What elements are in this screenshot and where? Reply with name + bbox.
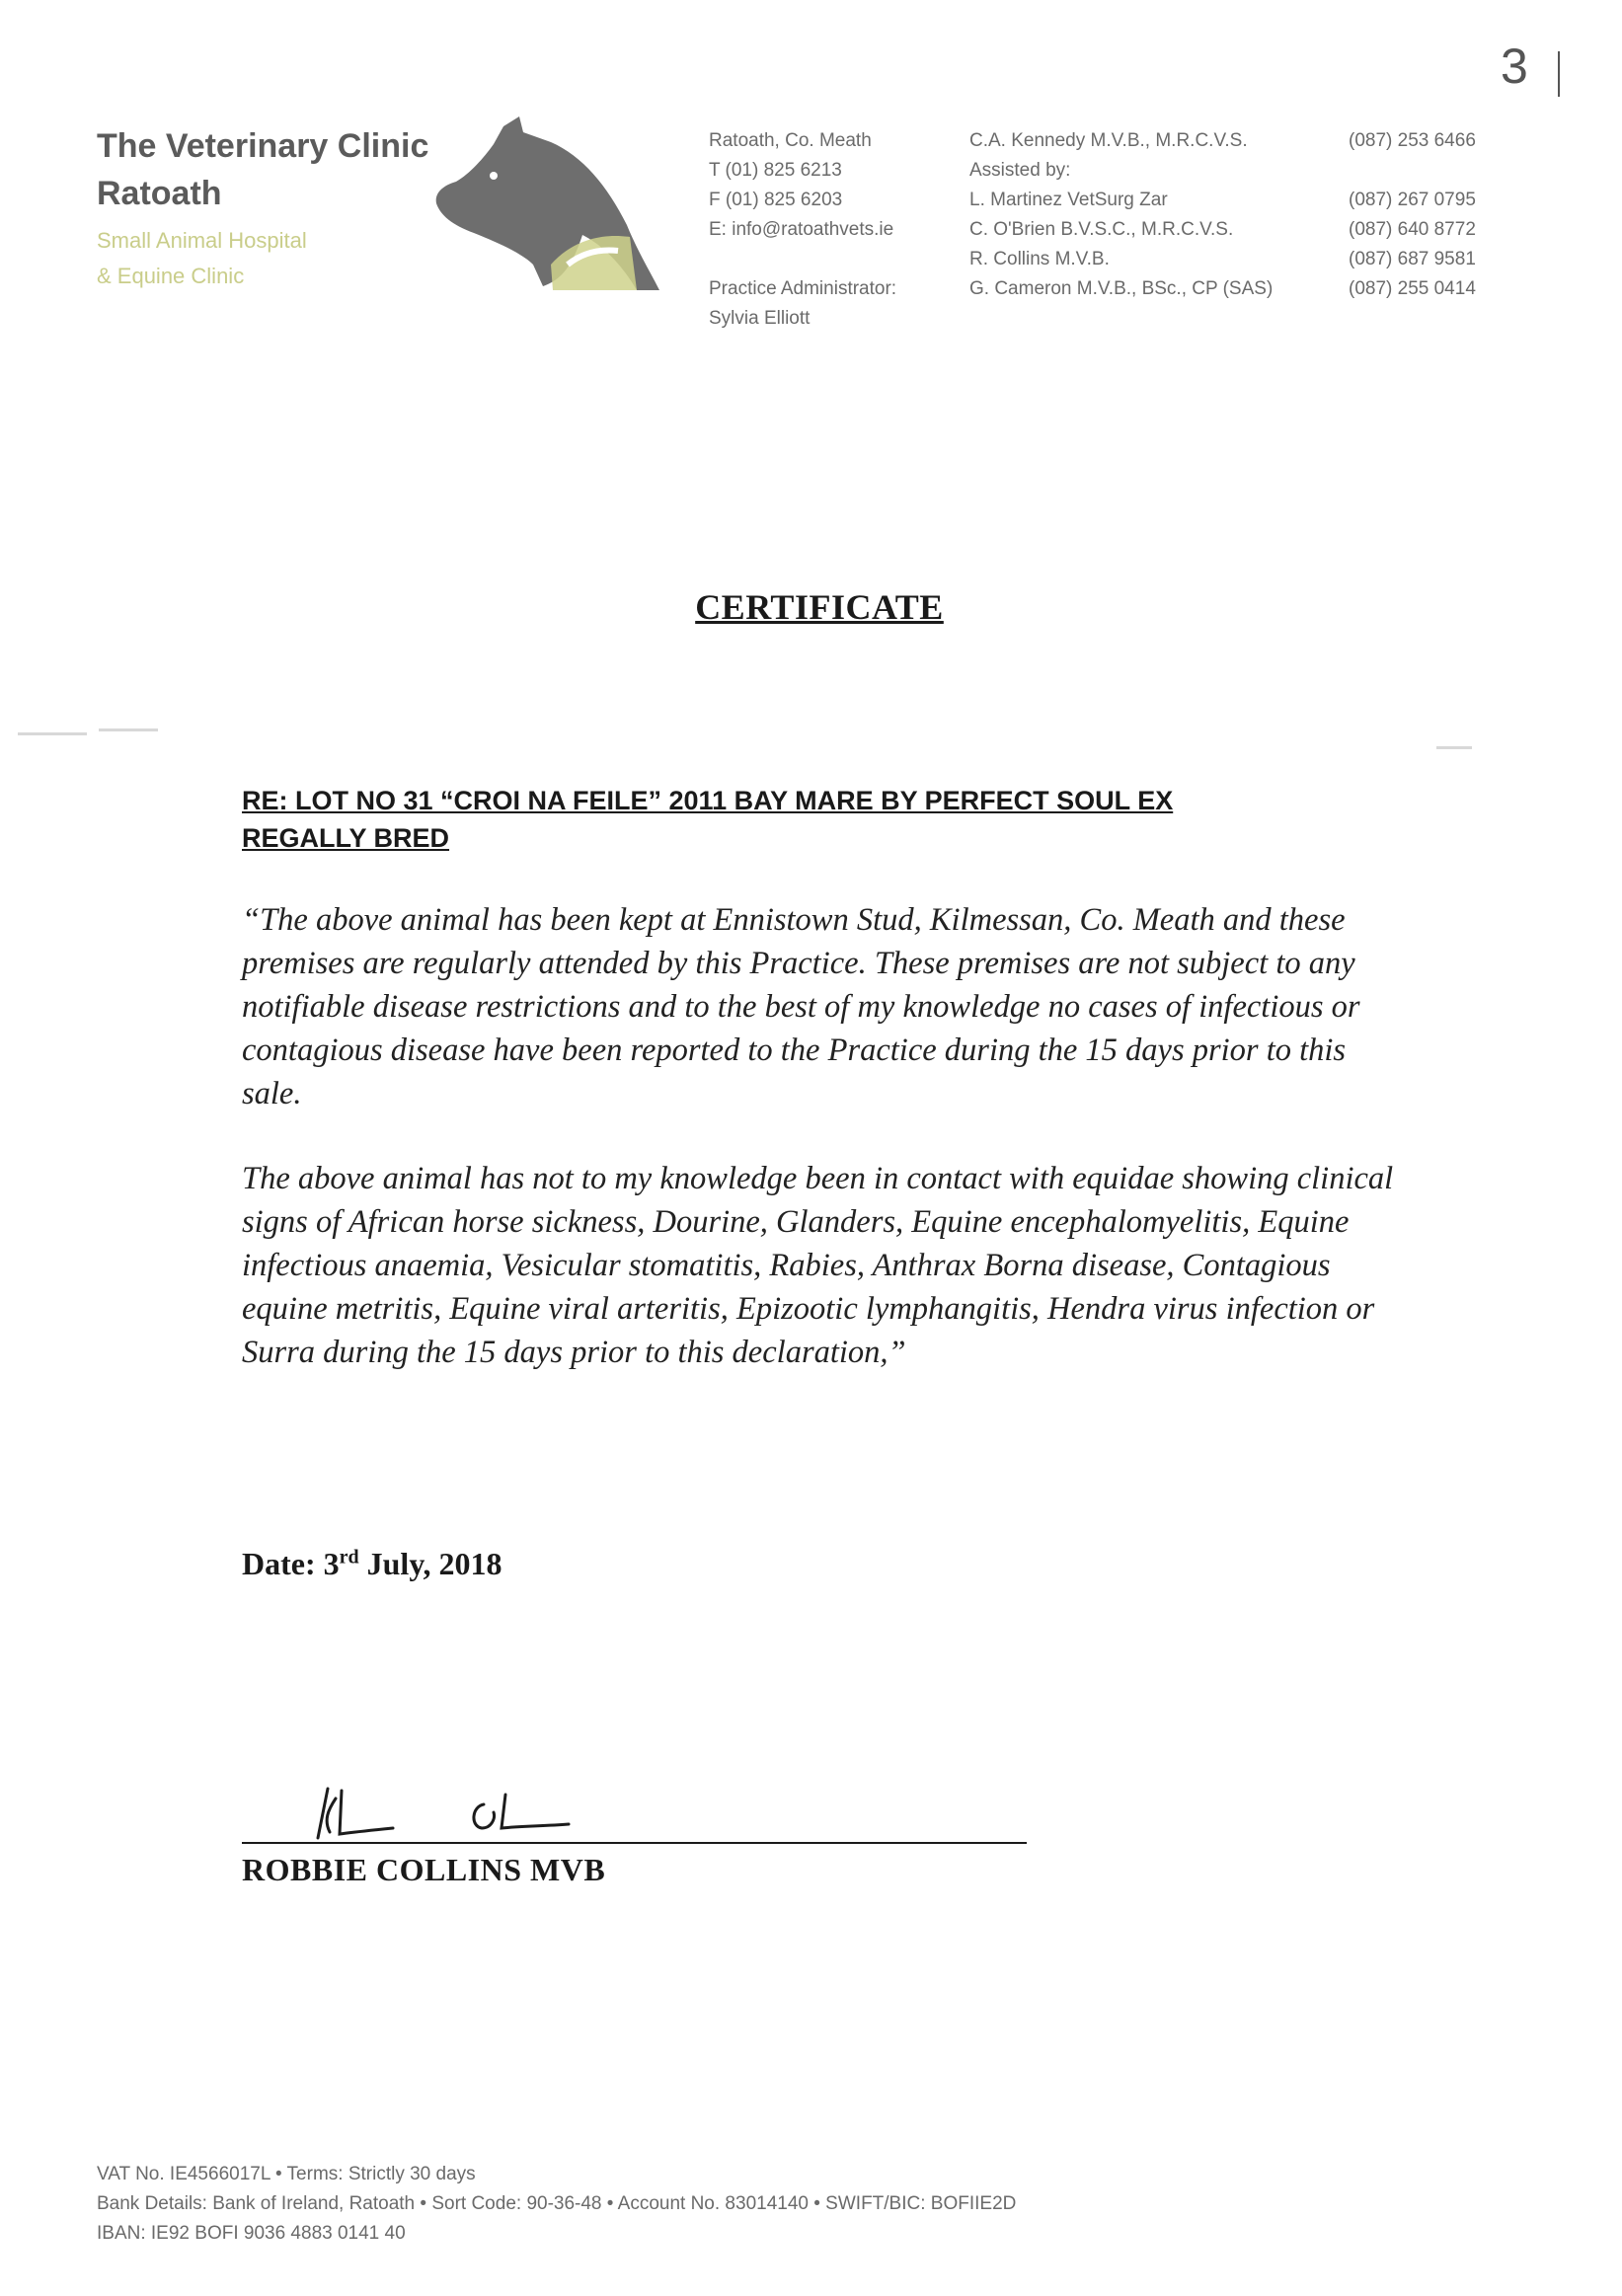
staff-phone: (087) 687 9581 [1349, 249, 1476, 269]
footer-iban: IBAN: IE92 BOFI 9036 4883 0141 40 [97, 2223, 406, 2244]
certificate-date [242, 1546, 502, 1582]
clinic-name [97, 122, 428, 217]
staff-name: Assisted by: [969, 160, 1071, 181]
footer-details [97, 2160, 1016, 2249]
signatory-name: ROBBIE COLLINS MVB [242, 1852, 606, 1887]
staff-names-column [969, 126, 1273, 304]
fax-number: F (01) 825 6203 [709, 190, 843, 210]
email-address: E: info@ratoathvets.ie [709, 219, 894, 240]
certificate-title: CERTIFICATE [695, 587, 944, 627]
clinic-name-line2: Ratoath [97, 175, 222, 212]
clinic-name-line1: The Veterinary Clinic [97, 127, 429, 165]
admin-name: Sylvia Elliott [709, 308, 811, 329]
reference-line-1: RE: LOT NO 31 “CROI NA FEILE” 2011 BAY MARE BY PERFECT SOUL EX [242, 786, 1174, 815]
staff-name: C. O'Brien B.V.S.C., M.R.C.V.S. [969, 219, 1234, 240]
staff-name: G. Cameron M.V.B., BSc., CP (SAS) [969, 278, 1274, 299]
staff-phone: (087) 267 0795 [1349, 190, 1476, 210]
date-label: Date: 3 [242, 1546, 340, 1581]
signature-line [242, 1842, 1027, 1844]
staff-name: L. Martinez VetSurg Zar [969, 190, 1168, 210]
date-ordinal: rd [339, 1546, 359, 1569]
declaration-paragraph-1: “The above animal has been kept at Ennistown Stud, Kilmessan, Co. Meath and these premises are regularly attended by this Practice. These premises are not subject to any notifiable disease restrictions and to the best of my knowledge no cases of infectious or contagious disease have been reported to the Practice during the 15 days prior to this sale. [242, 902, 1360, 1111]
staff-phones-column [1349, 126, 1476, 304]
staff-phone [1349, 156, 1476, 186]
staff-name: R. Collins M.V.B. [969, 249, 1110, 269]
footer-vat: VAT No. IE4566017L • Terms: Strictly 30 days [97, 2164, 476, 2184]
address-line: Ratoath, Co. Meath [709, 130, 872, 151]
staff-name: C.A. Kennedy M.V.B., M.R.C.V.S. [969, 130, 1248, 151]
clinic-sub-line1: Small Animal Hospital [97, 228, 307, 253]
clinic-subtitle [97, 223, 307, 294]
scan-artifact [18, 732, 87, 735]
clinic-address-column [709, 126, 896, 334]
scan-artifact [99, 728, 158, 731]
handwritten-signature [314, 1777, 590, 1846]
declaration-paragraph-2: The above animal has not to my knowledge been in contact with equidae showing clinical signs of African horse sickness, Dourine, Glanders, Equine encephalomyelitis, Equine infectious anaemia, Vesicular stomatitis, Rabies, Anthrax Borna disease, Contagious equine metritis, Equine viral arteritis, Epizootic lymphangitis, Hendra virus infection or Surra during the 15 days prior to this declaration,” [242, 1161, 1394, 1370]
staff-phone: (087) 255 0414 [1349, 278, 1476, 299]
phone-number: T (01) 825 6213 [709, 160, 842, 181]
staff-phone: (087) 253 6466 [1349, 130, 1476, 151]
horse-head-logo [434, 116, 661, 292]
reference-line [242, 782, 1387, 857]
date-rest: July, 2018 [358, 1546, 502, 1581]
admin-label: Practice Administrator: [709, 278, 897, 299]
page-number: 3 [1501, 38, 1528, 94]
clinic-sub-line2: & Equine Clinic [97, 264, 245, 288]
scan-artifact [1436, 746, 1472, 749]
page-margin-mark [1558, 51, 1560, 97]
footer-bank: Bank Details: Bank of Ireland, Ratoath • Sort Code: 90-36-48 • Account No. 83014140 • SWIFT/BIC: BOFIIE2D [97, 2193, 1017, 2214]
reference-line-2: REGALLY BRED [242, 823, 450, 853]
staff-phone: (087) 640 8772 [1349, 219, 1476, 240]
